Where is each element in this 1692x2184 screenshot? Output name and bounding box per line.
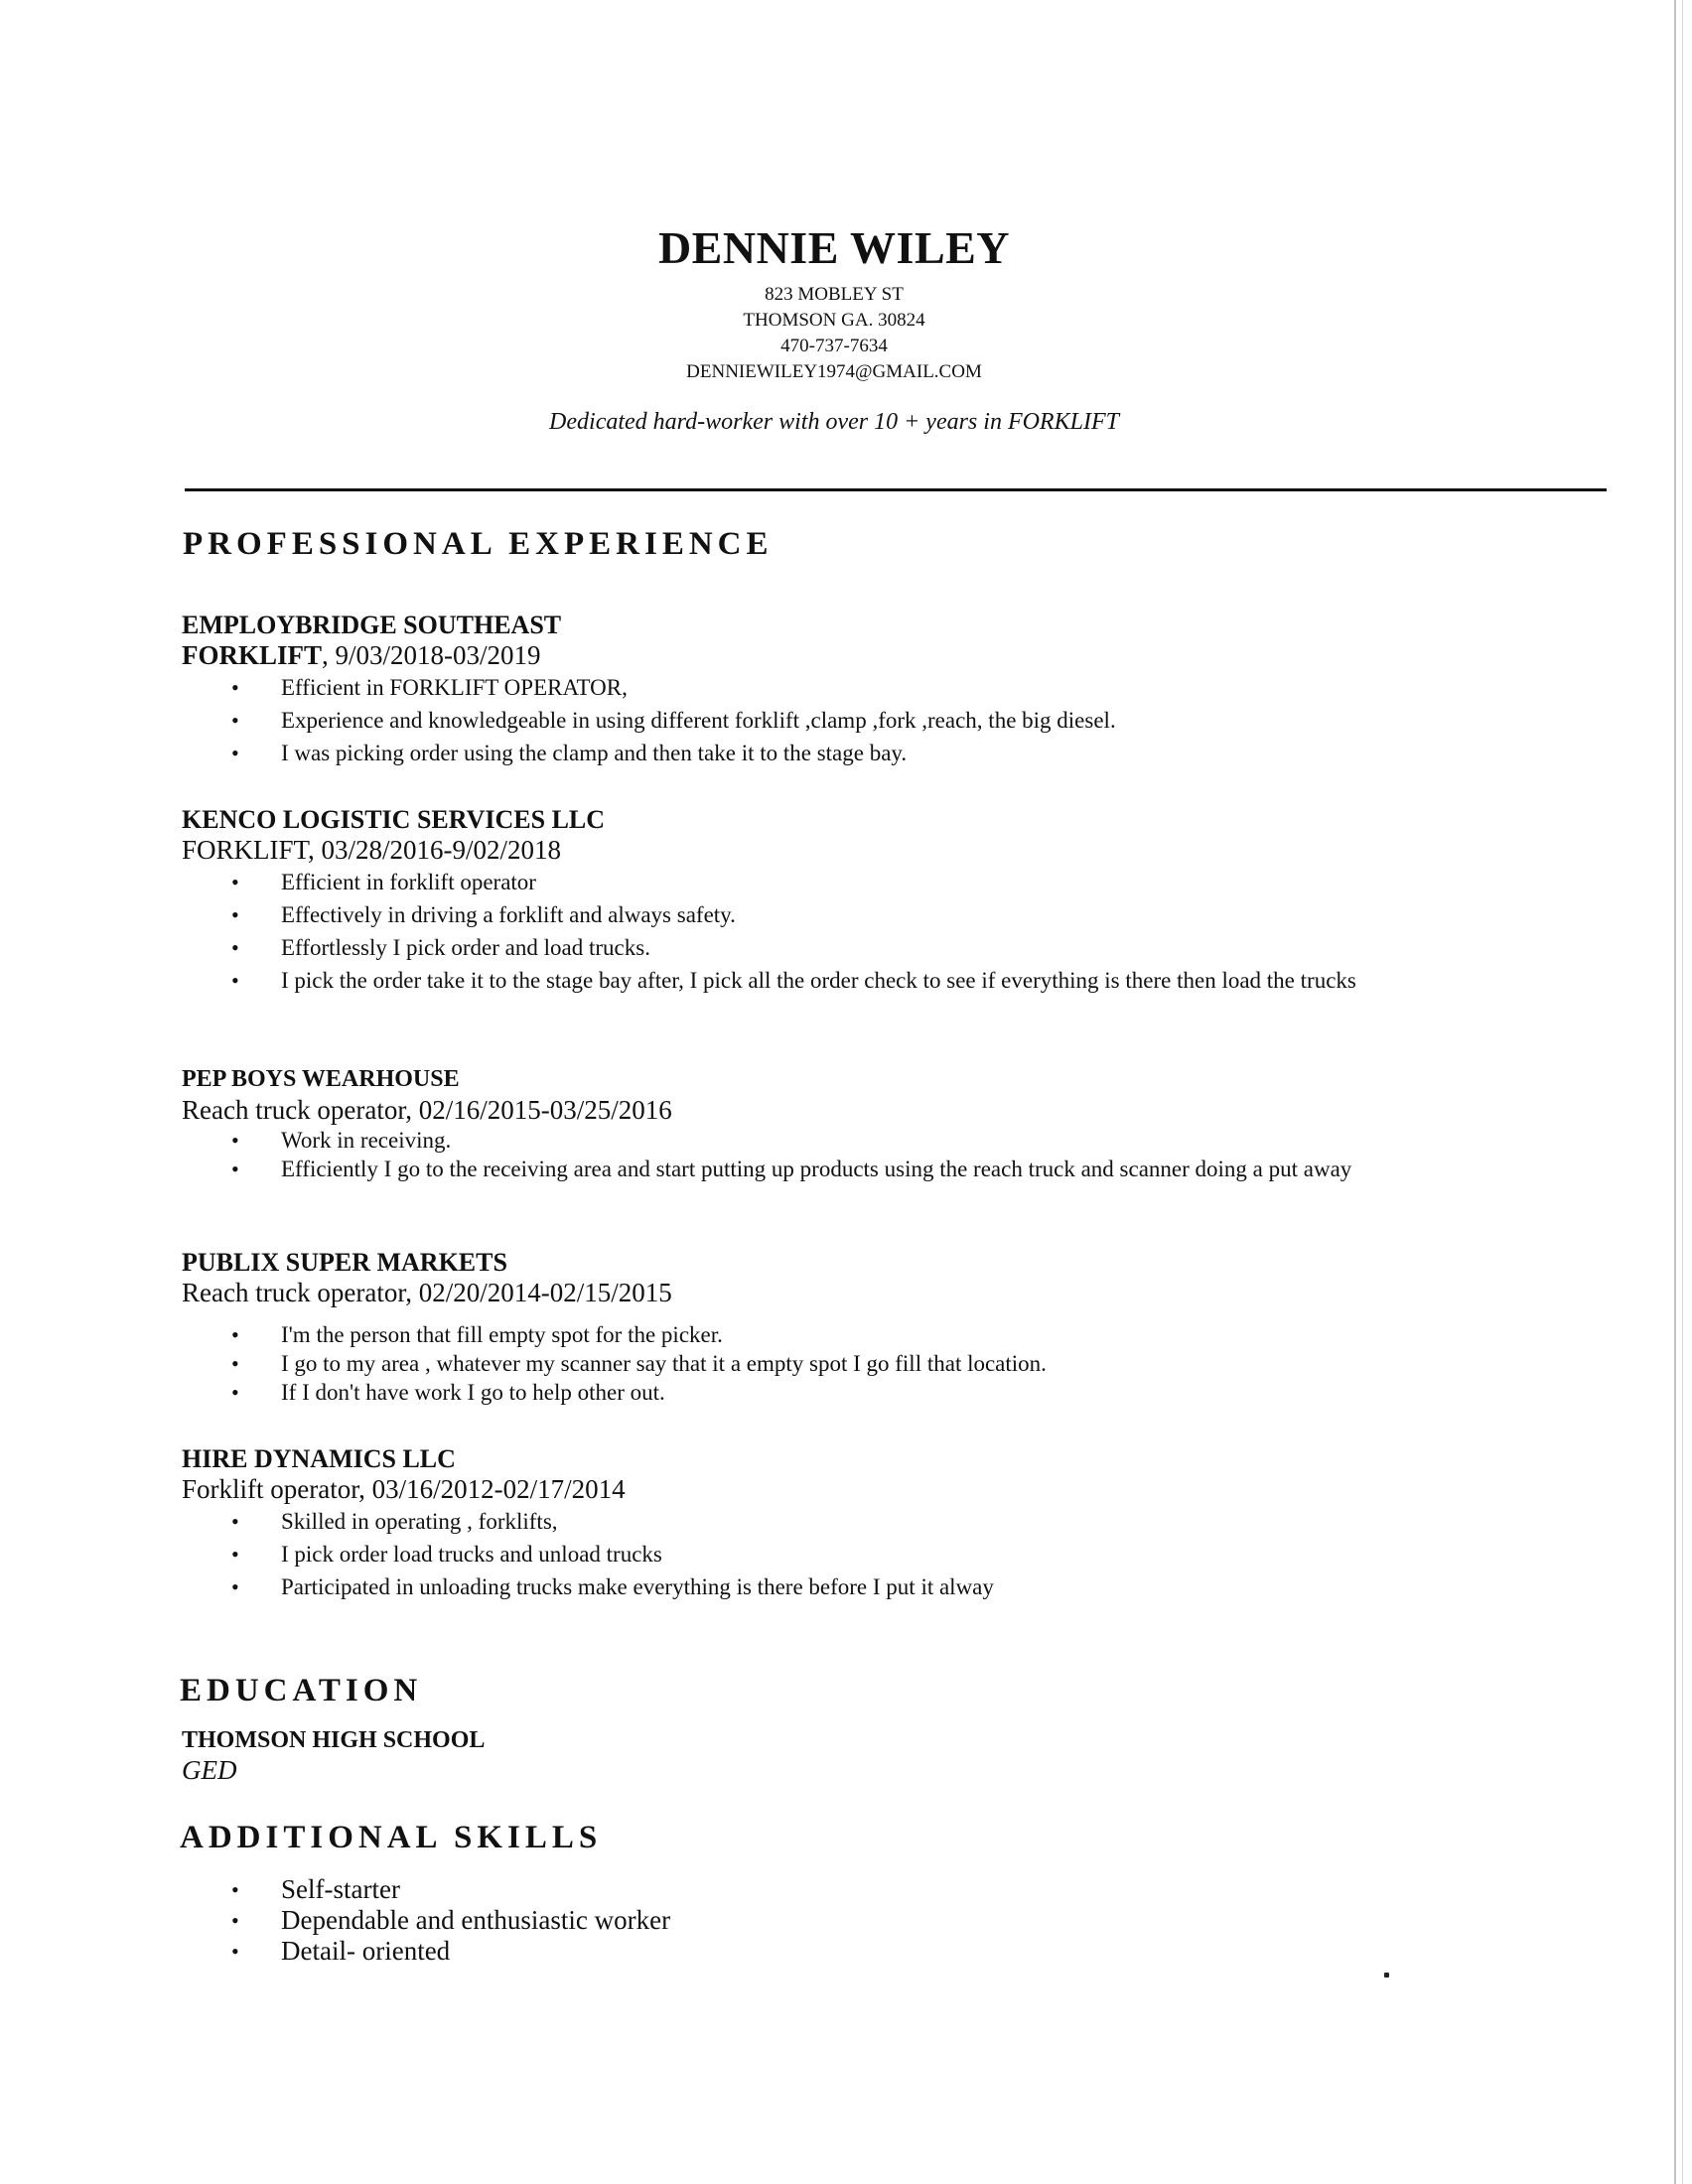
job-publix bbox=[182, 1247, 1572, 1407]
job-employbridge bbox=[182, 610, 1572, 769]
list-item: • Detail- oriented bbox=[182, 1936, 1572, 1967]
scan-speck bbox=[1384, 1973, 1389, 1978]
list-item: • Efficient in FORKLIFT OPERATOR, bbox=[182, 671, 1572, 704]
tagline: Dedicated hard-worker with over 10 + years in FORKLIFT bbox=[549, 409, 1119, 435]
job-role-dates: , 9/03/2018-03/2019 bbox=[322, 640, 541, 670]
job-role: FORKLIFT, 03/28/2016-9/02/2018 bbox=[182, 835, 562, 865]
resume-header bbox=[0, 222, 1668, 461]
header-divider bbox=[185, 488, 1607, 491]
list-item: • I'm the person that fill empty spot for the picker. bbox=[182, 1320, 1572, 1349]
degree: GED bbox=[182, 1755, 237, 1785]
list-item: • I was picking order using the clamp and then take it to the stage bay. bbox=[182, 737, 1572, 769]
education-entry bbox=[182, 1725, 1572, 1786]
skills-entry bbox=[182, 1874, 1572, 1967]
list-item: • Experience and knowledgeable in using different forklift ,clamp ,fork ,reach, the big diesel. bbox=[182, 704, 1572, 737]
list-item: • Work in receiving. bbox=[182, 1126, 1572, 1155]
list-item: • Efficiently I go to the receiving area and start putting up products using the reach truck and scanner doing a put away bbox=[182, 1155, 1572, 1183]
education-heading: EDUCATION bbox=[180, 1673, 423, 1708]
candidate-name: DENNIE WILEY bbox=[657, 222, 1011, 273]
job-role bbox=[182, 640, 1572, 671]
job-role-title: FORKLIFT bbox=[182, 640, 323, 670]
skills-list bbox=[182, 1874, 1572, 1967]
phone-number: 470-737-7634 bbox=[780, 336, 888, 356]
list-item: • I pick order load trucks and unload trucks bbox=[182, 1538, 1572, 1570]
job-bullets bbox=[182, 1126, 1572, 1183]
job-bullets bbox=[182, 1505, 1572, 1603]
list-item: • Effortlessly I pick order and load trucks. bbox=[182, 931, 1572, 964]
job-bullets bbox=[182, 866, 1572, 997]
job-company: KENCO LOGISTIC SERVICES LLC bbox=[182, 805, 606, 834]
job-role: Reach truck operator, 02/20/2014-02/15/2015 bbox=[182, 1278, 672, 1307]
job-kenco bbox=[182, 804, 1572, 997]
job-role: Reach truck operator, 02/16/2015-03/25/2016 bbox=[182, 1095, 672, 1125]
job-bullets bbox=[182, 671, 1572, 769]
list-item: • I go to my area , whatever my scanner say that it a empty spot I go fill that location. bbox=[182, 1349, 1572, 1378]
list-item: • Efficient in forklift operator bbox=[182, 866, 1572, 898]
job-company: EMPLOYBRIDGE SOUTHEAST bbox=[182, 611, 562, 639]
experience-heading: PROFESSIONAL EXPERIENCE bbox=[183, 526, 774, 562]
skills-heading: ADDITIONAL SKILLS bbox=[180, 1820, 603, 1855]
address-line-2: THOMSON GA. 30824 bbox=[743, 310, 925, 331]
list-item: • Skilled in operating , forklifts, bbox=[182, 1505, 1572, 1538]
email-address: DENNIEWILEY1974@GMAIL.COM bbox=[686, 361, 982, 382]
job-hire-dynamics bbox=[182, 1443, 1572, 1603]
job-company: PEP BOYS WEARHOUSE bbox=[182, 1066, 460, 1092]
list-item: • Participated in unloading trucks make everything is there before I put it alway bbox=[182, 1570, 1572, 1603]
list-item: • Self-starter bbox=[182, 1874, 1572, 1905]
scan-edge-line bbox=[1674, 0, 1676, 2184]
list-item: • If I don't have work I go to help other out. bbox=[182, 1378, 1572, 1407]
job-role: Forklift operator, 03/16/2012-02/17/2014 bbox=[182, 1474, 626, 1504]
list-item: • Dependable and enthusiastic worker bbox=[182, 1905, 1572, 1936]
job-pep-boys bbox=[182, 1064, 1572, 1183]
list-item: • Effectively in driving a forklift and always safety. bbox=[182, 898, 1572, 931]
list-item: • I pick the order take it to the stage bay after, I pick all the order check to see if everything is there then load the trucks bbox=[182, 964, 1572, 997]
school-name: THOMSON HIGH SCHOOL bbox=[182, 1727, 486, 1753]
scan-edge-line-secondary bbox=[1682, 0, 1683, 2184]
job-company: PUBLIX SUPER MARKETS bbox=[182, 1248, 507, 1277]
job-company: HIRE DYNAMICS LLC bbox=[182, 1444, 456, 1473]
job-bullets bbox=[182, 1320, 1572, 1407]
address-line-1: 823 MOBLEY ST bbox=[765, 284, 904, 305]
